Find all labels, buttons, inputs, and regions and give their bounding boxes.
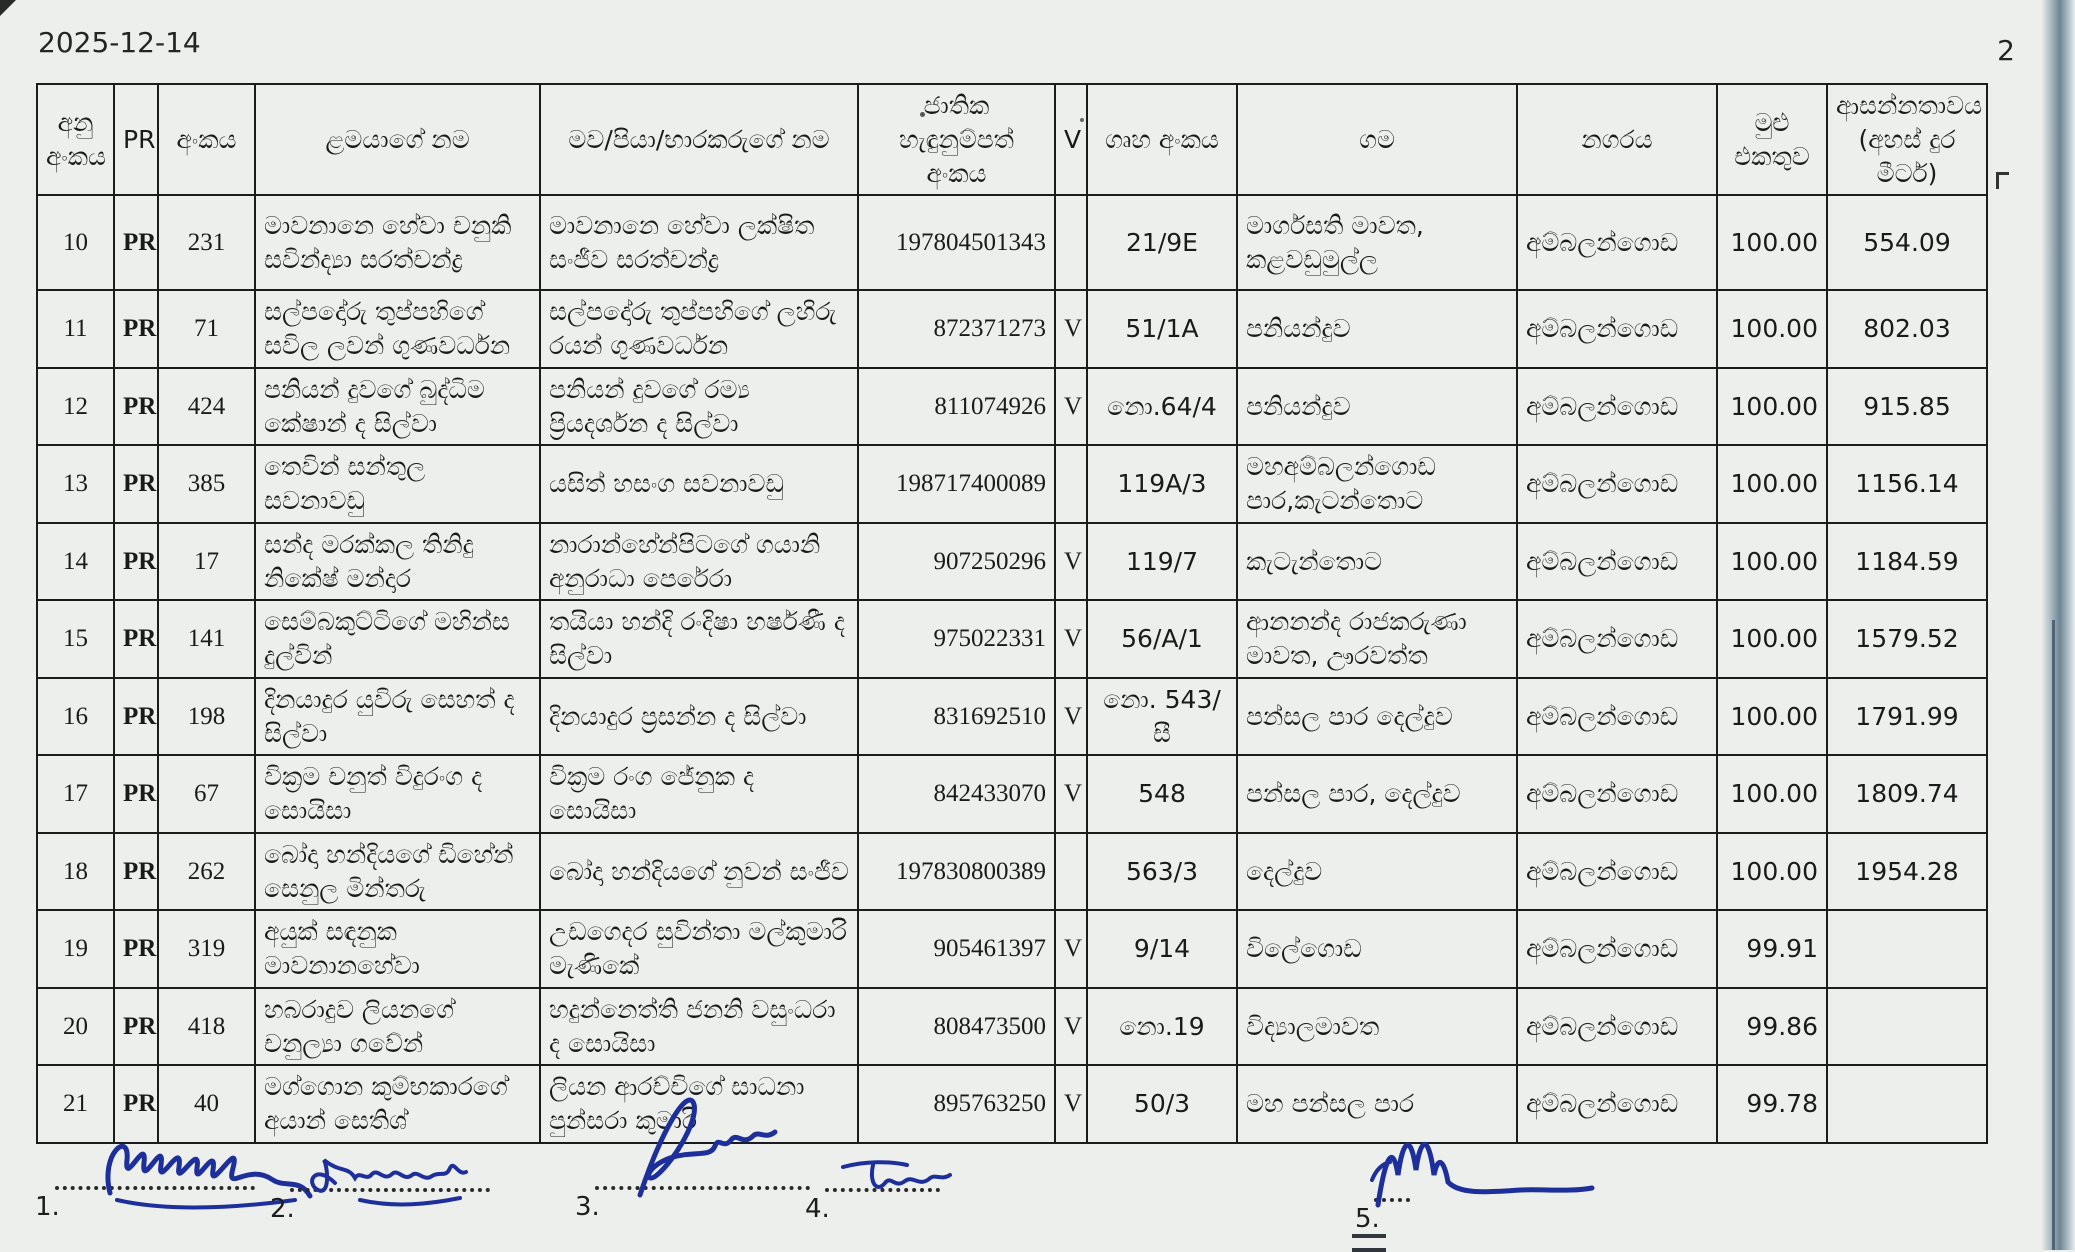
cell-guardian_name: නාරාන්හේන්පිටගේ ගයානි අනුරාධා පෙරේරා: [540, 523, 858, 601]
cell-pr: PR: [114, 290, 158, 368]
cell-guardian_name: සල්පදෝරු තුප්පහිගේ ලහිරු රයන් ගුණවර්ධන: [540, 290, 858, 368]
cell-serial: 10: [37, 195, 114, 290]
signature-label-3: 3.: [575, 1192, 600, 1222]
cell-distance: 1954.28: [1827, 833, 1987, 911]
cell-pr: PR: [114, 445, 158, 523]
cell-guardian_name: මාවනානෙ හේවා ලක්ෂිත සංජීව සරත්චන්ද්‍ර: [540, 195, 858, 290]
column-header-house_no: ගෘහ අංකය: [1087, 84, 1237, 195]
cell-town: අම්බලන්ගොඩ: [1517, 368, 1717, 446]
cell-village: පනියන්දුව: [1237, 368, 1517, 446]
cell-number: 231: [158, 195, 255, 290]
cell-village: දෙල්දුව: [1237, 833, 1517, 911]
cell-nic: 907250296: [858, 523, 1055, 601]
cell-town: අම්බලන්ගොඩ: [1517, 910, 1717, 988]
cell-house_no: 9/14: [1087, 910, 1237, 988]
table-row: [37, 910, 1987, 988]
cell-guardian_name: දිනයාදුර ප්‍රසන්න ද සිල්වා: [540, 678, 858, 756]
table-row: [37, 678, 1987, 756]
cell-town: අම්බලන්ගොඩ: [1517, 988, 1717, 1066]
cell-v: V: [1055, 600, 1087, 678]
cell-guardian_name: තයියා හන්දි රංදිෂා හර්ෂණී ද සිල්වා: [540, 600, 858, 678]
page-header: [38, 26, 2015, 67]
scan-edge-line: [2052, 620, 2055, 1250]
cell-town: අම්බලන්ගොඩ: [1517, 523, 1717, 601]
cell-number: 262: [158, 833, 255, 911]
cell-house_no: 21/9E: [1087, 195, 1237, 290]
column-header-pr: PR: [114, 84, 158, 195]
cell-serial: 13: [37, 445, 114, 523]
cell-pr: PR: [114, 833, 158, 911]
cell-pr: PR: [114, 988, 158, 1066]
signature-ink-3: [615, 1080, 805, 1210]
cell-total: 100.00: [1717, 195, 1827, 290]
column-header-distance: ආසන්නතාවය (අහස් දුර මීටර්): [1827, 84, 1987, 195]
scan-corner-artifact: [0, 0, 16, 16]
cell-house_no: 563/3: [1087, 833, 1237, 911]
cell-town: අම්බලන්ගොඩ: [1517, 600, 1717, 678]
cell-house_no: 119A/3: [1087, 445, 1237, 523]
cell-house_no: නො. 543/සී: [1087, 678, 1237, 756]
cell-child_name: සල්පදෝරු තුප්පහිගේ සවිල ලවන් ගුණවර්ධන: [255, 290, 540, 368]
cell-v: V: [1055, 523, 1087, 601]
table-row: [37, 445, 1987, 523]
cell-v: V: [1055, 368, 1087, 446]
cell-nic: 831692510: [858, 678, 1055, 756]
cell-serial: 19: [37, 910, 114, 988]
cell-pr: PR: [114, 1065, 158, 1143]
cell-distance: 554.09: [1827, 195, 1987, 290]
cell-pr: PR: [114, 523, 158, 601]
cell-house_no: 51/1A: [1087, 290, 1237, 368]
cell-guardian_name: යසිත් හසංග සවනාවඩු: [540, 445, 858, 523]
cell-nic: 197804501343: [858, 195, 1055, 290]
signature-ink-5: [1370, 1120, 1600, 1230]
cell-number: 385: [158, 445, 255, 523]
cell-child_name: පනියන් දුවගේ බුද්ධිම කේෂාන් ද සිල්වා: [255, 368, 540, 446]
cell-serial: 16: [37, 678, 114, 756]
students-table: [36, 83, 1988, 1144]
cell-pr: PR: [114, 755, 158, 833]
cell-guardian_name: උඩගෙදර සුවින්තා මල්කුමාරි මැණිකේ: [540, 910, 858, 988]
cell-house_no: 56/A/1: [1087, 600, 1237, 678]
cell-child_name: දිනයාදුර යුවිරු සෙහත් ද සිල්වා: [255, 678, 540, 756]
cell-number: 67: [158, 755, 255, 833]
cell-nic: 197830800389: [858, 833, 1055, 911]
cell-village: කැටැන්තොට: [1237, 523, 1517, 601]
cell-child_name: වික්‍රම චනුත් විදුරංග ද සොයිසා: [255, 755, 540, 833]
table-row: [37, 755, 1987, 833]
cell-distance: 1184.59: [1827, 523, 1987, 601]
cell-village: පන්සල පාර දෙල්දුව: [1237, 678, 1517, 756]
cell-village: මහඅම්බලන්ගොඩ පාර,කැටන්තොට: [1237, 445, 1517, 523]
table-row: [37, 600, 1987, 678]
cell-town: අම්බලන්ගොඩ: [1517, 678, 1717, 756]
cell-distance: 1809.74: [1827, 755, 1987, 833]
cell-village: පනියන්දුව: [1237, 290, 1517, 368]
cell-number: 40: [158, 1065, 255, 1143]
cell-child_name: මග්ගොන කුම්භකාරගේ අයාන් සෙතිශ්: [255, 1065, 540, 1143]
cell-total: 100.00: [1717, 600, 1827, 678]
cell-distance: 1156.14: [1827, 445, 1987, 523]
cell-nic: 895763250: [858, 1065, 1055, 1143]
cell-village: මාර්ගසති මාවත, කළවඩුමුල්ල: [1237, 195, 1517, 290]
signature-ink-2: [300, 1138, 510, 1218]
cell-house_no: නො.64/4: [1087, 368, 1237, 446]
cell-house_no: 50/3: [1087, 1065, 1237, 1143]
table-row: [37, 988, 1987, 1066]
table-header-row: [37, 84, 1987, 195]
cell-total: 99.91: [1717, 910, 1827, 988]
column-header-number: අංකය: [158, 84, 255, 195]
cell-village: මහ පන්සල පාර: [1237, 1065, 1517, 1143]
column-header-child_name: ළමයාගේ නම: [255, 84, 540, 195]
cell-town: අම්බලන්ගොඩ: [1517, 195, 1717, 290]
cell-guardian_name: බෝදා හන්දියගේ නුවන් සංජීව: [540, 833, 858, 911]
signature-ink-4: [835, 1145, 965, 1210]
cell-total: 100.00: [1717, 290, 1827, 368]
cell-village: ආනනන්ද රාජකරුණා මාවත, ඌරවත්ත: [1237, 600, 1517, 678]
scan-pen-tick: [1996, 172, 2009, 189]
cell-v: [1055, 445, 1087, 523]
cell-distance: 1579.52: [1827, 600, 1987, 678]
cell-town: අම්බලන්ගොඩ: [1517, 290, 1717, 368]
table-row: [37, 290, 1987, 368]
cell-house_no: 548: [1087, 755, 1237, 833]
page-number: 2: [1997, 34, 2015, 67]
cell-v: V: [1055, 290, 1087, 368]
cell-nic: 975022331: [858, 600, 1055, 678]
signature-label-2: 2.: [270, 1194, 295, 1224]
cell-serial: 15: [37, 600, 114, 678]
cell-pr: PR: [114, 368, 158, 446]
table-row: [37, 195, 1987, 290]
column-header-v: V: [1055, 84, 1087, 195]
cell-town: අම්බලන්ගොඩ: [1517, 755, 1717, 833]
cell-nic: 198717400089: [858, 445, 1055, 523]
column-header-serial: අනු අංකය: [37, 84, 114, 195]
cell-number: 17: [158, 523, 255, 601]
cell-serial: 17: [37, 755, 114, 833]
cell-number: 418: [158, 988, 255, 1066]
cell-total: 100.00: [1717, 833, 1827, 911]
column-header-total: මුළු එකතුව: [1717, 84, 1827, 195]
cell-v: V: [1055, 755, 1087, 833]
cell-nic: 872371273: [858, 290, 1055, 368]
cell-v: V: [1055, 678, 1087, 756]
table-row: [37, 523, 1987, 601]
cell-village: විලේගොඩ: [1237, 910, 1517, 988]
column-header-guardian_name: මව/පියා/භාරකරුගේ නම: [540, 84, 858, 195]
signature-label-5: 5.: [1355, 1204, 1380, 1234]
cell-nic: 811074926: [858, 368, 1055, 446]
cell-v: V: [1055, 988, 1087, 1066]
cell-village: පන්සල පාර, දෙල්දුව: [1237, 755, 1517, 833]
cell-village: විද්‍යාලමාවත: [1237, 988, 1517, 1066]
column-header-town: නගරය: [1517, 84, 1717, 195]
cell-child_name: මාවනානෙ හේවා චනුකි සවින්ද්‍යා සරත්චන්ද්‍ර: [255, 195, 540, 290]
cell-house_no: නො.19: [1087, 988, 1237, 1066]
cell-pr: PR: [114, 910, 158, 988]
cell-distance: 802.03: [1827, 290, 1987, 368]
cell-distance: [1827, 910, 1987, 988]
cell-child_name: බෝදා හන්දියගේ ඩිහේන් සෙනුල මින්තරු: [255, 833, 540, 911]
cell-child_name: සෙම්බකුට්ටිගේ මහින්ස දුල්වින්: [255, 600, 540, 678]
cell-total: 100.00: [1717, 445, 1827, 523]
table-row: [37, 368, 1987, 446]
cell-nic: 905461397: [858, 910, 1055, 988]
signature-label-1: 1.: [35, 1192, 60, 1222]
cell-serial: 21: [37, 1065, 114, 1143]
cell-total: 99.86: [1717, 988, 1827, 1066]
cell-guardian_name: පනියන් දුවගේ රම්‍ය ප්‍රියදර්ශන ද සිල්වා: [540, 368, 858, 446]
cell-v: V: [1055, 1065, 1087, 1143]
cell-pr: PR: [114, 600, 158, 678]
cell-pr: PR: [114, 195, 158, 290]
cell-child_name: තෙවින් සන්තුල සවනාවඩු: [255, 445, 540, 523]
cell-v: [1055, 833, 1087, 911]
cell-distance: [1827, 1065, 1987, 1143]
table-row: [37, 833, 1987, 911]
cell-number: 424: [158, 368, 255, 446]
cell-number: 198: [158, 678, 255, 756]
cell-guardian_name: වික්‍රම රංග ජේනුක ද සොයිසා: [540, 755, 858, 833]
cell-town: අම්බලන්ගොඩ: [1517, 833, 1717, 911]
cell-serial: 18: [37, 833, 114, 911]
scan-equals-mark: [1352, 1234, 1386, 1252]
cell-nic: 842433070: [858, 755, 1055, 833]
cell-town: අම්බලන්ගොඩ: [1517, 445, 1717, 523]
document-date: 2025-12-14: [38, 26, 201, 59]
cell-serial: 14: [37, 523, 114, 601]
cell-serial: 20: [37, 988, 114, 1066]
cell-house_no: 119/7: [1087, 523, 1237, 601]
cell-nic: 808473500: [858, 988, 1055, 1066]
cell-town: අම්බලන්ගොඩ: [1517, 1065, 1717, 1143]
cell-guardian_name: හදුන්නෙත්ති ජනනි වසුංධරා ද සොයිසා: [540, 988, 858, 1066]
cell-v: V: [1055, 910, 1087, 988]
cell-v: [1055, 195, 1087, 290]
cell-total: 100.00: [1717, 755, 1827, 833]
cell-distance: 1791.99: [1827, 678, 1987, 756]
column-header-village: ගම: [1237, 84, 1517, 195]
cell-child_name: හබරාදුව ලියනගේ චනුල්‍යා ගවේන්: [255, 988, 540, 1066]
cell-number: 71: [158, 290, 255, 368]
signature-label-4: 4.: [805, 1194, 830, 1224]
cell-serial: 11: [37, 290, 114, 368]
cell-number: 141: [158, 600, 255, 678]
cell-total: 100.00: [1717, 368, 1827, 446]
column-header-nic: ජාතික හැඳුනුම්පත් අංකය: [858, 84, 1055, 195]
cell-child_name: සන්ද මරක්කල තිනිදු නිකේෂ් මන්දාර: [255, 523, 540, 601]
cell-total: 100.00: [1717, 523, 1827, 601]
cell-serial: 12: [37, 368, 114, 446]
cell-total: 99.78: [1717, 1065, 1827, 1143]
cell-child_name: අයුක් සඳනුක මාවනානහේවා: [255, 910, 540, 988]
cell-total: 100.00: [1717, 678, 1827, 756]
cell-pr: PR: [114, 678, 158, 756]
cell-guardian_name: ලියන ආරච්චිගේ සාධනා පුන්සරා කුමාරි: [540, 1065, 858, 1143]
cell-distance: 915.85: [1827, 368, 1987, 446]
cell-number: 319: [158, 910, 255, 988]
cell-distance: [1827, 988, 1987, 1066]
scan-edge-strip: [2041, 0, 2075, 1250]
